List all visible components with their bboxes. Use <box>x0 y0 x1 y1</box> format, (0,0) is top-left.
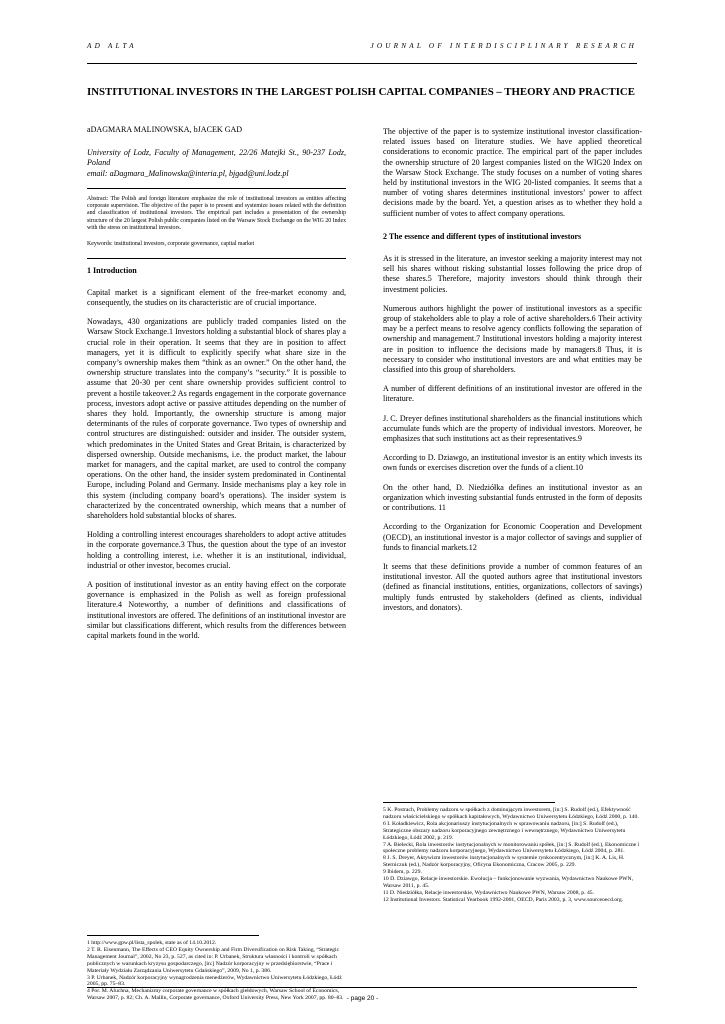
right-footnotes <box>383 802 642 904</box>
paragraph: On the other hand, D. Niedziółka defines an institutional investor as an organization which investing substantial funds entrusted in the form of deposits or contributions. 11 <box>383 482 642 513</box>
footnote: 1 http://www.gpw.pl/lista_spolek, state as of 14.10.2012. <box>87 940 217 946</box>
authors: aDAGMARA MALINOWSKA, bJACEK GAD <box>87 125 243 134</box>
right-column <box>383 127 642 622</box>
running-header-left: AD ALTA <box>87 42 137 50</box>
left-column <box>87 125 346 650</box>
paragraph: It seems that these definitions provide a number of common features of an institutional investor. All the quoted authors agree that institutional investors (defined as financial institutions, entities, organizations, collectors of savings) multiply funds entrusted by stakeholders (defined as clients, individual investors, and donators). <box>383 561 642 612</box>
paragraph: According to D. Dziawgo, an institutional investor is an entity which invests its own funds or exercises discretion over the funds of a client.10 <box>383 453 642 473</box>
paragraph: A position of institutional investor as an entity having effect on the corporate governance is emphasized in the Polish as well as foreign professional literature.4 Noteworthy, a number of definitions and classifications of institutional investors are offered. The definitions of an institutional investor are similar but classifications different, which results from the differences between capital markets found in the world. <box>87 580 346 641</box>
paragraph: Nowadays, 430 organizations are publicly traded companies listed on the Warsaw Stock Exchange.1 Investors holding a substantial block of shares play a crucial role in their operation. It seems that they are in position to affect managers, yet it is difficult to explicitly specify what share size in the company’s ownership makes them “think as an owner.” On the other hand, the ownership structure translates into the company’s “security.” It is possible to assume that 20-30 per cent share ownership provides sufficient control to prevent a hostile takeover.2 As regards engagement in the corporate governance process, investors adopt active or passive attitudes depending on the number of shares they hold. Importantly, the ownership structure is among major determinants of the rules of corporate governance. Two types of ownership and control structures are distinguished: outsider and insider. The outsider system, which predominates in the United States and Great Britain, is characterized by dispersed ownership. Outside mechanisms, i.e. the product market, the labour market for managers, and the capital market, are used to control the company operations. On the other hand, the insider system predominated in Continental Europe, including Poland and Germany. Inside mechanisms play a key role in this system (including company board’s operations). The insider system is characterized by the concentrated ownership, which means that a number of shareholders hold substantial blocks of shares. <box>87 317 346 521</box>
affiliation-line: University of Lodz, Faculty of Management, 22/26 Matejki St., 90-237 Lodz, Poland <box>87 148 346 168</box>
paper-title: INSTITUTIONAL INVESTORS IN THE LARGEST POLISH CAPITAL COMPANIES – THEORY AND PRACTICE <box>87 86 635 98</box>
footnote-rule <box>383 802 555 803</box>
footnote: 6 I. Koładkiewicz, Rola akcjonariuszy instytucjonalnych w sprawowaniu nadzoru, [in:] S. Rudolf (ed.), Strategiczne obszary nadzoru korporacyjnego zewnętrznego i wewnętrznego, Wydawnictwo Uniwersytetu Łódzkiego, Łódź 2002, p. 219. <box>383 820 626 841</box>
footnote: 12 Institutional Investors. Statistical Yearbook 1992-2001, OECD, Paris 2003, p. 3, www.sourceoecd.org. <box>383 896 624 903</box>
footnote: 7 A. Bielecki, Rola inwestorów instytucjonalnych w monitorowaniu spółek, [in:] S. Rudolf (ed.), Ekonomiczne i społeczne problemy nadzoru korporacyjnego, Wydawnictwo Uniwersytetu Łódzkiego, Łódź 2004, p. 281. <box>383 841 640 855</box>
paragraph: J. C. Dreyer defines institutional shareholders as the financial institutions which accumulate funds which are the property of individual investors. Moreover, he emphasizes that such institutions act as their representatives.9 <box>383 413 642 444</box>
footnote: 11 D. Niedziółka, Relacje inwestorskie, Wydawnictwo Naukowe PWN, Warsaw 2008, p. 45. <box>383 889 595 896</box>
header-rule <box>87 63 637 64</box>
abstract: Abstract: The Polish and foreign literature emphasize the role of institutional investors as entities affecting corporate supervision. The objective of the paper is to present and systemize issues related with the definition and classification of institutional investors. The empirical part includes a presentation of the ownership structure of the 20 largest Polish public companies listed on the Warsaw Stock Exchange on the WIG 20 Index with the stress on institutional investors. <box>87 195 346 231</box>
footnote: 8 J. S. Dreyer, Aktywizm inwestorów instytucjonalnych w systemie rynkocentrycznym, [in:] K. A. Lis, H. Sterniczuk (ed.), Nadzór korporacyjny, Oficyna Ekonomiczna, Cracow 2005, p. 229. <box>383 855 625 869</box>
paragraph: The objective of the paper is to systemize institutional investor classification-related issues based on literature studies. We have applied theoretical considerations to economic practice. The empirical part of the paper includes the ownership structure of 20 largest companies listed on the WIG20 Index on the Warsaw Stock Exchange. The study focuses on a number of voting shares held by institutional investors in the WIG 20-listed companies. It seems that a number of voting shares determines institutional investors’ power to affect decisions made by the board. Yet, a question arises as to whether they hold a sufficient number of votes to affect company operations. <box>383 127 642 218</box>
page-number: - page 20 - <box>346 995 379 1002</box>
running-header-right: JOURNAL OF INTERDISCIPLINARY RESEARCH <box>370 42 637 50</box>
footnote: 2 T. R. Eisenmann, The Effects of CEO Equity Ownership and Firm Diversification on Risk Taking, “Strategic Management Journal”, 2002, No 23, p. 527, as cited in: P. Urbanek, Struktura własności i kontroli w spółkach publicznych w warunkach kryzysu gospodarczego, [in:] Nadzór korporacyjny w przedsiębiorstwie, “Prace i Materiały Wydziału Zarządzania Uniwersytetu Gdańskiego”, 2009, No 1, p. 386. <box>87 946 340 974</box>
paragraph: Holding a controlling interest encourages shareholders to adopt active attitudes in the corporate governance.3 Thus, the question about the type of an investor holding a controlling interest, i.e. whether it is an institutional, individual, industrial or other investor, becomes crucial. <box>87 530 346 570</box>
section-heading-essence: 2 The essence and different types of institutional investors <box>383 231 582 241</box>
paragraph: A number of different definitions of an institutional investor are offered in the literature. <box>383 384 642 404</box>
footnote: 9 Ibidem, p. 229. <box>383 869 422 876</box>
section-heading-introduction: 1 Introduction <box>87 265 137 275</box>
divider <box>87 258 346 259</box>
paragraph: Numerous authors highlight the power of institutional investors as a specific group of stakeholders able to play a role of active shareholders.6 Their activity may be a perfect means to resolve agency conflicts following the separation of ownership and management.7 Institutional investors holding a majority interest are in position to influence the decisions made by managers.8 Thus, it is necessary to consider who institutional investors are and what entities may be classified into this group of shareholders. <box>383 303 642 375</box>
keywords: Keywords: institutional investors, corporate governance, capital market <box>87 241 255 248</box>
divider <box>87 188 346 189</box>
footnote: 4 Por. M. Aluchna, Mechanizmy corporate governance w spółkach giełdowych, Warsaw School of Economics, Warsaw 2007, p. 82; Ch. A. Mallin, Corporate governance, Oxford University Press, New York 2007, pp. 80–83. <box>87 988 344 1002</box>
paragraph: According to the Organization for Economic Cooperation and Development (OECD), an institutional investor is a major collector of savings and supplier of funds to financial markets.12 <box>383 522 642 552</box>
footnote: 5 K. Postrach, Problemy nadzoru w spółkach z dominującym inwestorem, [in:] S. Rudolf (ed.), Efektywność nadzoru właścicielskiego w spółkach kapitałowych, Wydawnictwo Uniwersytetu Łódzkiego, Łódź 2000, p. 140. <box>383 807 639 820</box>
footnote-rule <box>87 935 259 936</box>
email-line: email: aDagmara_Malinowska@interia.pl, bjgad@uni.lodz.pl <box>87 168 289 178</box>
left-footnotes <box>87 935 346 1002</box>
paragraph: As it is stressed in the literature, an investor seeking a majority interest may not sell his shares without risking substantial losses following the price drop of these shares.5 Therefore, majority investors should think through their investment policies. <box>383 254 642 294</box>
footer-rule <box>87 987 637 988</box>
footnote: 10 D. Dziawgo, Relacje inwestorskie. Ewolucja – funkcjonowanie wyzwania, Wydawnictwo Naukowe PWN, Warsaw 2011, p. 45. <box>383 876 634 889</box>
paragraph: Capital market is a significant element of the free-market economy and, consequently, the studies on its characteristic are of crucial importance. <box>87 287 346 307</box>
footnote: 3 P. Urbanek, Nadzór korporacyjny wynagrodzenia menedżerów, Wydawnictwo Uniwersytetu Łódzkiego, Łódź 2005, pp. 75–83. <box>87 974 342 988</box>
